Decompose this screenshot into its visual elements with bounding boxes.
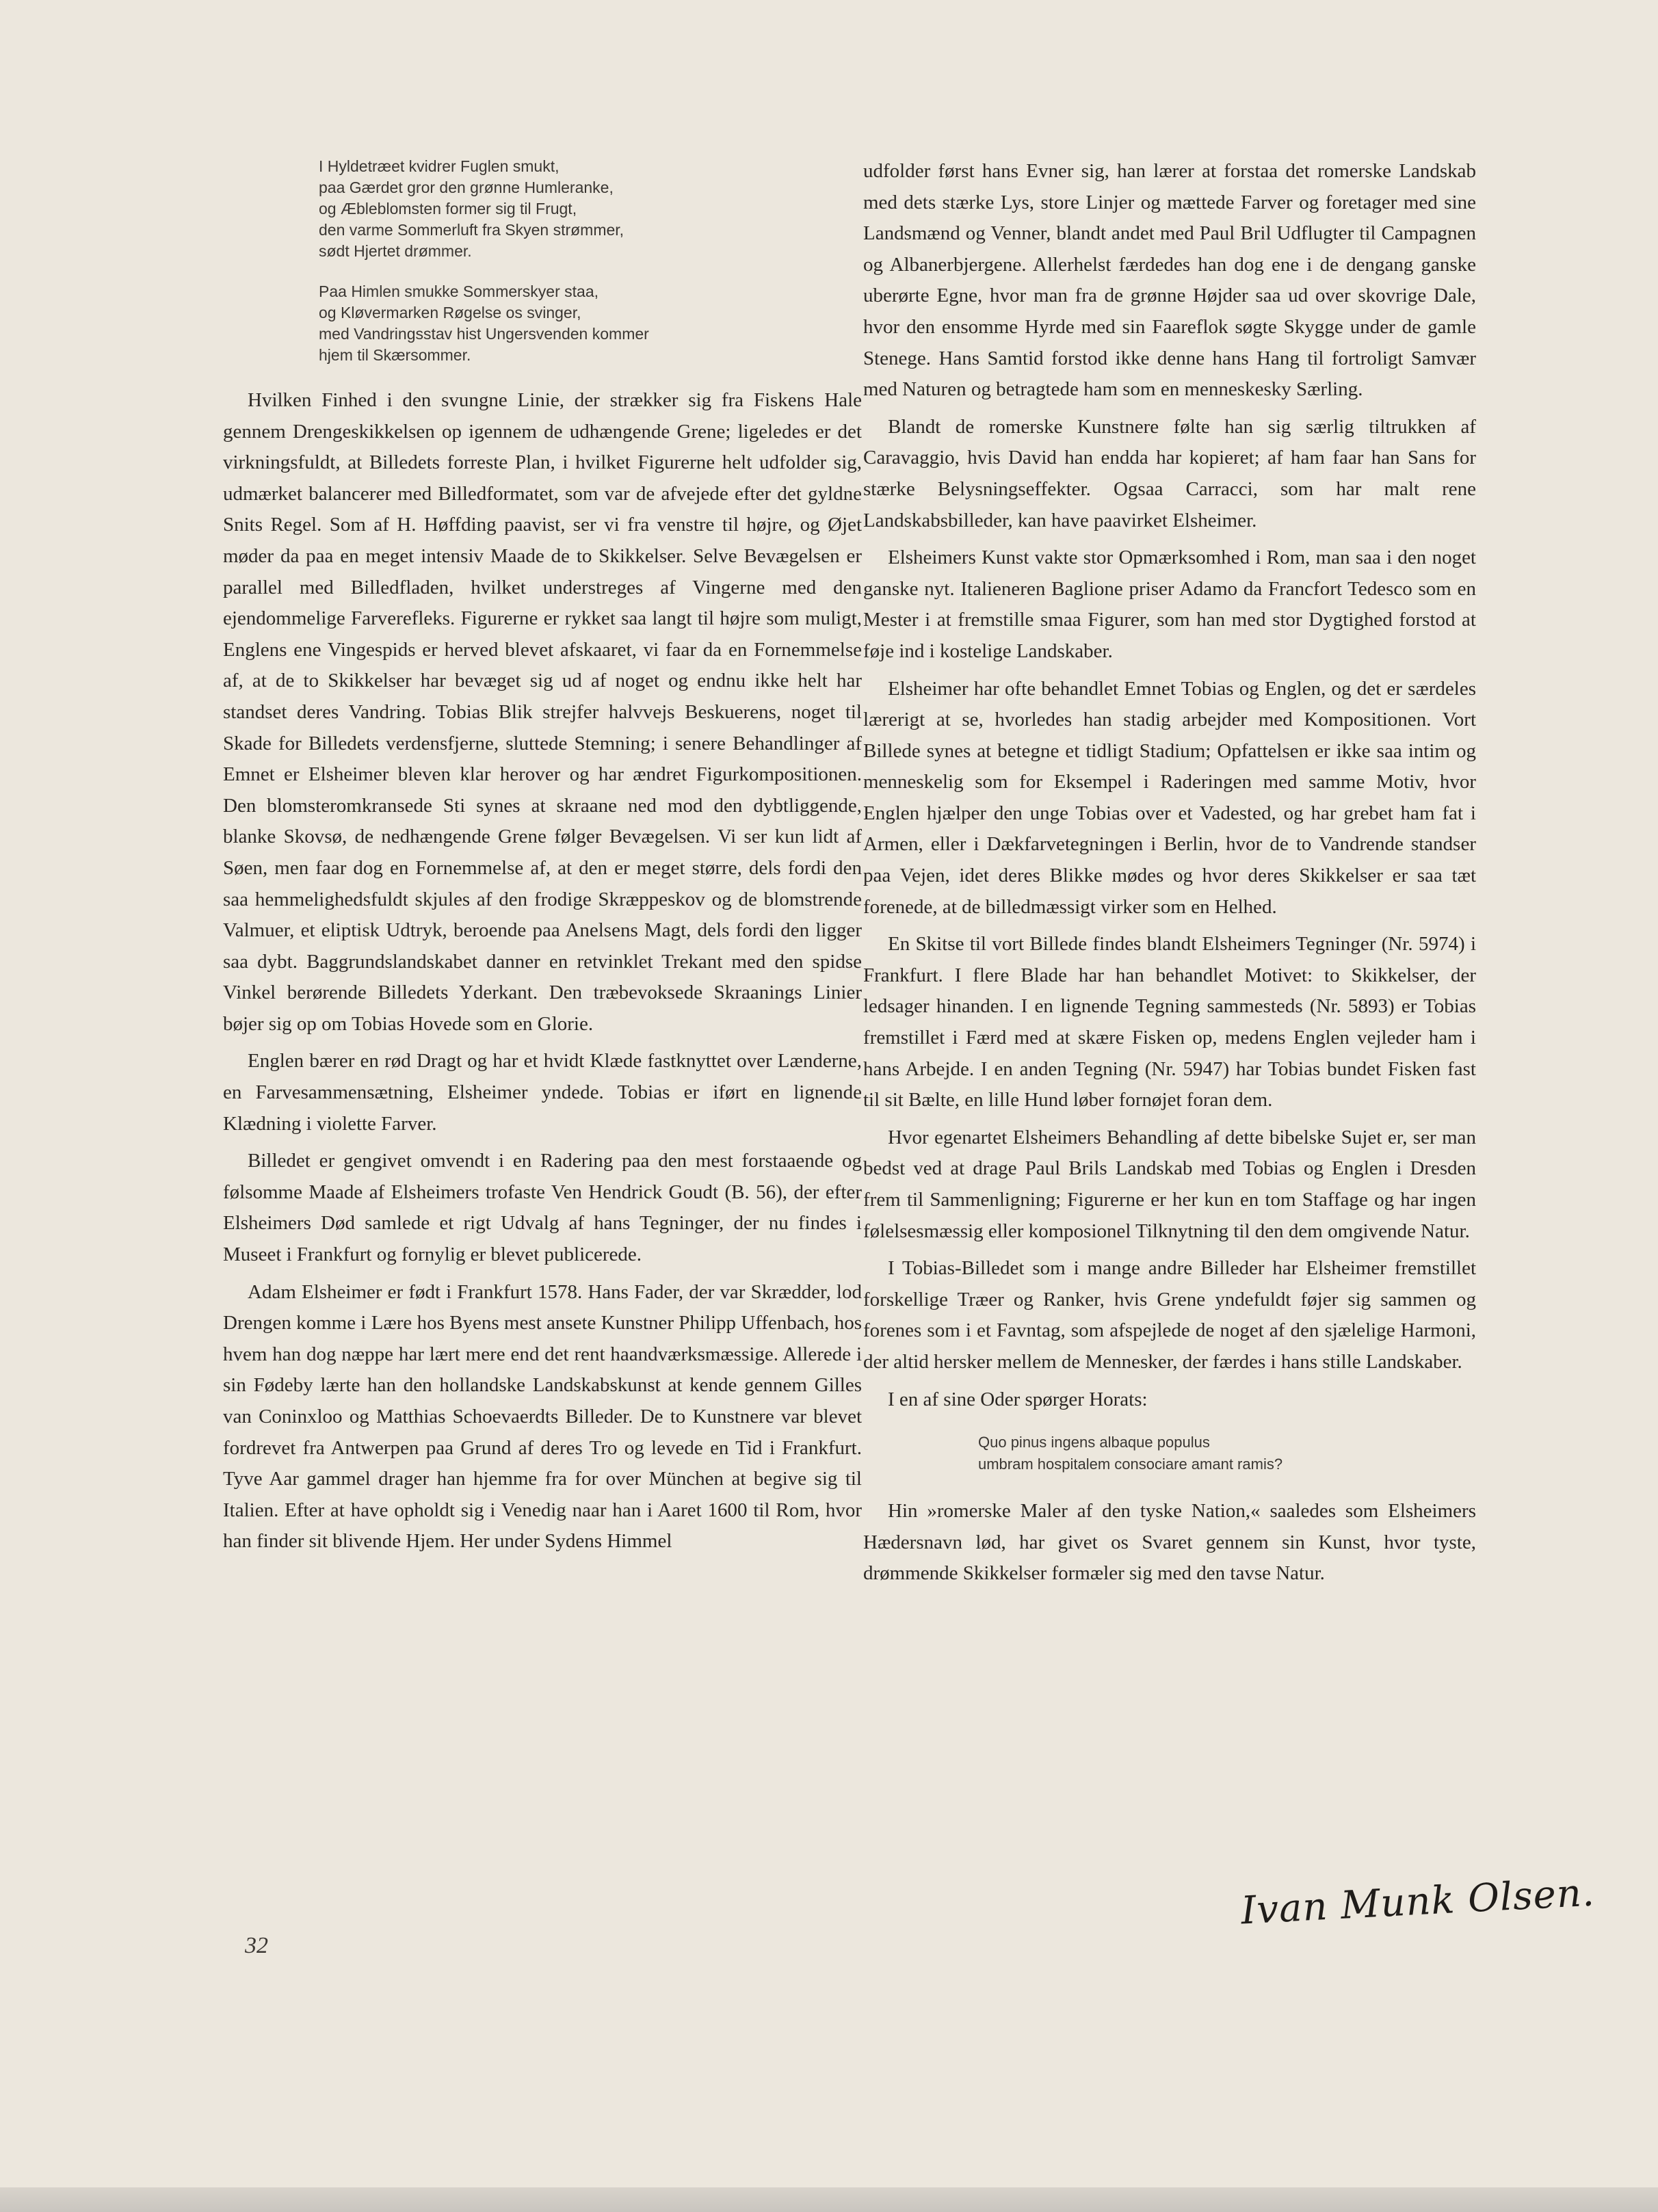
quote-line: Quo pinus ingens albaque populus (978, 1434, 1210, 1451)
paragraph: I en af sine Oder spørger Horats: (888, 1388, 1148, 1410)
paragraph: Hvilken Finhed i den svungne Linie, der strækker sig fra Fiskens Hale gennem Drengeskikkelsen op igennem de udhængende Grene; ligeledes er det virkningsfuldt, at Billedets forreste Plan, i hvilket Figurerne helt udfolder sig, udmærket balancerer med Billedformatet, som var de afvejede efter det gyldne Snits Regel. Som af H. Høffding paavist, ser vi fra venstre til højre, og Øjet møder da paa en meget intensiv Maade de to Skikkelser. Selve Bevægelsen er parallel med Billedfladen, hvilket understreges af Vingerne med den ejendommelige Farverefleks. Figurerne er rykket saa langt til højre som muligt, Englens ene Vingespids er herved blevet afskaaret, vi faar da en Fornemmelse af, at de to Skikkelser har bevæget sig ud af noget og endnu ikke helt har standset deres Vandring. Tobias Blik strejfer halvvejs Beskuerens, noget til Skade for Billedets verdensfjerne, sluttede Stemning; i senere Behandlinger af Emnet er Elsheimer bleven klar herover og har ændret Figurkompositionen. Den blomsteromkransede Sti synes at skraane ned mod den dybtliggende, blanke Skovsø, de nedhængende Grene følger Bevægelsen. Vi ser kun lidt af Søen, men faar dog en Fornemmelse af, at den er meget større, dels fordi den saa hemmelighedsfuldt skjules af den frodige Skræppeskov og de blomstrende Valmuer, et eliptisk Udtryk, beroende paa Anelsens Magt, dels fordi den ligger saa dybt. Baggrundslandskabet danner en retvinklet Trekant med den spidse Vinkel berørende Billedets Yderkant. Den træbevoksede Skraanings Linier bøjer sig op om Tobias Hovede som en Glorie. (223, 389, 862, 1035)
poem (319, 156, 784, 366)
poem-line: med Vandringsstav hist Ungersvenden kommer (319, 325, 649, 343)
left-prose (223, 385, 862, 1557)
paragraph: Adam Elsheimer er født i Frankfurt 1578. Hans Fader, der var Skrædder, lod Drengen komme i Lære hos Byens mest ansete Kunstner Philipp Uffenbach, hos hvem han dog næppe har lært mere end det rent haandværksmæssige. Allerede i sin Fødeby lærte han den hollandske Landskabskunst at kende gennem Gilles van Coninxloo og Matthias Schoevaerdts Billeder. De to Kunstnere var blevet fordrevet fra Antwerpen paa Grund af deres Tro og levede en Tid i Frankfurt. Tyve Aar gammel drager han hjemme fra for over München at begive sig til Italien. Efter at have opholdt sig i Venedig naar han i Aaret 1600 til Rom, hvor han finder sit blivende Hjem. Her under Sydens Himmel (223, 1280, 862, 1553)
left-column (223, 156, 862, 1557)
author-signature: Ivan Munk Olsen. (1239, 1870, 1596, 1934)
poem-line: sødt Hjertet drømmer. (319, 242, 472, 260)
poem-stanza (319, 281, 784, 366)
quote-line: umbram hospitalem consociare amant ramis? (978, 1456, 1283, 1473)
right-prose (863, 156, 1476, 1415)
poem-stanza (319, 156, 784, 262)
right-column (863, 156, 1476, 1590)
poem-line: og Kløvermarken Røgelse os svinger, (319, 304, 581, 321)
closing-prose (863, 1496, 1476, 1590)
poem-line: hjem til Skærsommer. (319, 346, 471, 364)
paragraph: Elsheimers Kunst vakte stor Opmærksomhed i Rom, man saa i den noget ganske nyt. Italieneren Baglione priser Adamo da Francfort Tedesco som en Mester i at fremstille smaa Figurer, som han med stor Dygtighed forstod at føje ind i kostelige Landskaber. (863, 547, 1476, 662)
paragraph: Hin »romerske Maler af den tyske Nation,« saaledes som Elsheimers Hædersnavn lød, har givet os Svaret gennem sin Kunst, hvor tyste, drømmende Skikkelser formæler sig med den tavse Natur. (863, 1500, 1476, 1585)
paragraph: Billedet er gengivet omvendt i en Radering paa den mest forstaaende og følsomme Maade af Elsheimers trofaste Ven Hendrick Goudt (B. 56), der efter Elsheimers Død samlede et rigt Udvalg af hans Tegninger, der nu findes i Museet i Frankfurt og fornylig er blevet publicerede. (223, 1150, 862, 1266)
poem-line: Paa Himlen smukke Sommerskyer staa, (319, 282, 599, 300)
paragraph: Hvor egenartet Elsheimers Behandling af dette bibelske Sujet er, ser man bedst ved at drage Paul Brils Landskab med Tobias og Englen i Dresden frem til Sammenligning; Figurerne er her kun en tom Staffage og har ingen følelsesmæssig eller komposionel Tilknytning til den dem omgivende Natur. (863, 1126, 1476, 1242)
poem-line: I Hyldetræet kvidrer Fuglen smukt, (319, 157, 560, 175)
paragraph: Blandt de romerske Kunstnere følte han sig særlig tiltrukken af Caravaggio, hvis David han endda har kopieret; af ham faar han Sans for stærke Belysningseffekter. Ogsaa Carracci, som har malt rene Landskabsbilleder, kan have paavirket Elsheimer. (863, 415, 1476, 531)
poem-line: og Æbleblomsten former sig til Frugt, (319, 200, 577, 218)
paragraph: Englen bærer en rød Dragt og har et hvidt Klæde fastknyttet over Lænderne, en Farvesammensætning, Elsheimer yndede. Tobias er iført en lignende Klædning i violette Farver. (223, 1050, 862, 1135)
paragraph: En Skitse til vort Billede findes blandt Elsheimers Tegninger (Nr. 5974) i Frankfurt. I flere Blade har han behandlet Motivet: to Skikkelser, der ledsager hinanden. I en lignende Tegning sammesteds (Nr. 5893) er Tobias fremstillet i Færd med at skære Fisken op, medens Englen vejleder ham i hans Arbejde. I en anden Tegning (Nr. 5947) har Tobias bundet Fisken fast til sit Bælte, en lille Hund løber fornøjet foran dem. (863, 933, 1476, 1111)
latin-quote (978, 1432, 1476, 1475)
paragraph: udfolder først hans Evner sig, han lærer at forstaa det romerske Landskab med dets stærke Lys, store Linjer og mættede Farver og foretager med sine Landsmænd og Venner, blandt andet med Paul Bril Udflugter til Campagnen og Albanerbjergene. Allerhelst færdedes han dog ene i de dengang ganske uberørte Egne, hvor man fra de grønne Højder saa ud over skovrige Dale, hvor den ensomme Hyrde med sin Faareflok søgte Skygge under de gamle Stenege. Hans Samtid forstod ikke denne hans Hang til fortroligt Samvær med Naturen og betragtede ham som en menneskesky Særling. (863, 160, 1476, 401)
poem-line: paa Gærdet gror den grønne Humleranke, (319, 179, 614, 196)
page-number: 32 (245, 1933, 268, 1958)
paragraph: I Tobias-Billedet som i mange andre Billeder har Elsheimer fremstillet forskellige Træer og Ranker, hvis Grene yndefuldt føjer sig sammen og forenes som i et Favntag, som afspejlede de noget af den sjælelige Harmoni, der altid hersker mellem de Mennesker, der færdes i hans stille Landskaber. (863, 1257, 1476, 1373)
paragraph: Elsheimer har ofte behandlet Emnet Tobias og Englen, og det er særdeles lærerigt at se, hvorledes han stadig arbejder med Kompositionen. Vort Billede synes at betegne et tidligt Stadium; Opfattelsen er ikke saa intim og menneskelig som for Eksempel i Raderingen med samme Motiv, hvor Englen hjælper den unge Tobias over et Vadested, og har grebet ham fat i Armen, eller i Dækfarvetegningen i Berlin, hvor de to Vandrende standser paa Vejen, idet deres Blikke mødes og hvor deres Skikkelser er saa tæt forenede, at de billedmæssigt virker som en Helhed. (863, 677, 1476, 918)
scan-edge (0, 2187, 1658, 2212)
poem-line: den varme Sommerluft fra Skyen strømmer, (319, 221, 624, 239)
